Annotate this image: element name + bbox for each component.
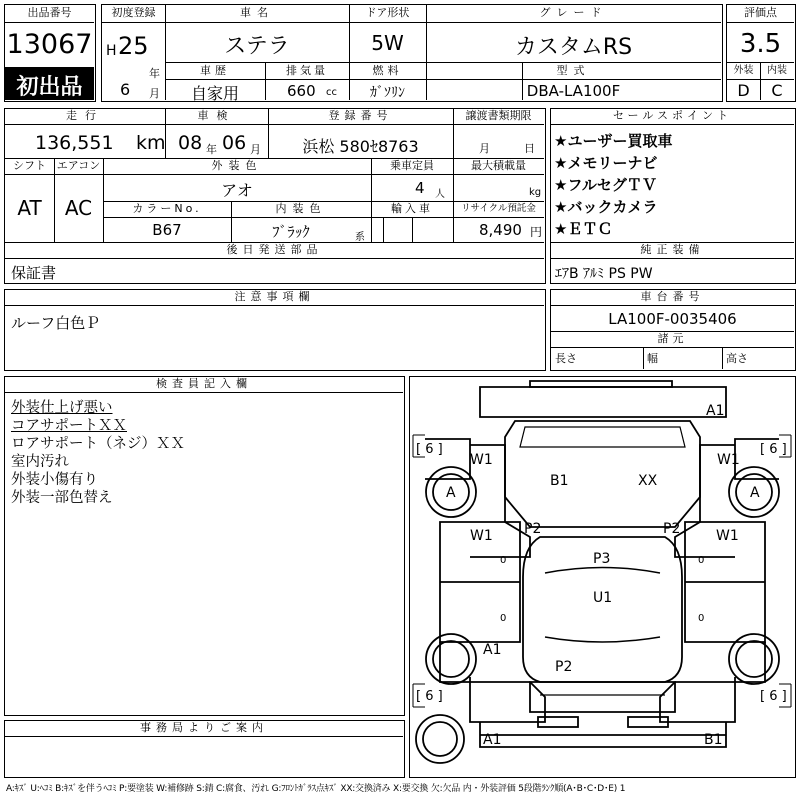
spec-grid bbox=[4, 108, 546, 284]
notes-block bbox=[4, 289, 546, 371]
notes-value: ルーフ白色Ｐ bbox=[11, 314, 101, 332]
capacity: 4 bbox=[415, 179, 425, 197]
mark-left-front-door: W1 bbox=[470, 528, 493, 544]
capacity-unit: 人 bbox=[435, 189, 445, 200]
inspector-line-6: 外装一部色替え bbox=[11, 490, 113, 506]
office-block bbox=[4, 720, 405, 778]
sales-point-3: ★フルセグＴＶ bbox=[554, 176, 657, 194]
plate-label: 登録番号 bbox=[328, 109, 393, 122]
mark-roof-rear: U1 bbox=[593, 590, 613, 606]
tire-left-front-label: [ 6 ] bbox=[416, 442, 443, 457]
reg-month: 6 bbox=[120, 80, 131, 99]
chassis-block bbox=[550, 289, 796, 371]
score: 3.5 bbox=[739, 29, 782, 59]
tire-right-rear-label: [ 6 ] bbox=[760, 689, 787, 704]
lot-number: 13067 bbox=[6, 29, 93, 60]
mileage-label: 走行 bbox=[66, 109, 104, 122]
fuel-label: 燃料 bbox=[372, 64, 403, 77]
inspector-line-2: コアサポートＸＸ bbox=[11, 418, 127, 434]
lot-label: 出品番号 bbox=[27, 6, 72, 19]
mark-left-front-fender: W1 bbox=[470, 452, 493, 468]
inspector-block bbox=[4, 376, 405, 716]
grade-label: グレード bbox=[539, 6, 608, 19]
later-parts-value: 保証書 bbox=[11, 264, 57, 282]
displacement: 660 bbox=[287, 82, 316, 100]
tailgate-shape bbox=[530, 682, 675, 712]
mark-front-bumper: A1 bbox=[706, 403, 725, 419]
mark-hood-right: XX bbox=[638, 473, 658, 489]
inspector-line-5: 外装小傷有り bbox=[11, 472, 98, 488]
sales-point-1: ★ユーザー買取車 bbox=[554, 132, 673, 150]
interior-color-label: 内装色 bbox=[275, 202, 327, 215]
lot-block bbox=[4, 4, 96, 102]
year-unit: 年 bbox=[149, 67, 160, 80]
insp-year-unit: 年 bbox=[206, 143, 217, 156]
first-listing-text: 初出品 bbox=[16, 75, 83, 100]
tire-right-front-label: [ 6 ] bbox=[760, 442, 787, 457]
insp-year: 08 bbox=[178, 132, 203, 154]
reg-label: 初度登録 bbox=[111, 6, 156, 19]
grade: カスタムRS bbox=[514, 35, 633, 60]
hood-shape bbox=[505, 421, 700, 527]
inspector-line-1: 外装仕上げ悪い bbox=[11, 400, 113, 416]
load-label: 最大積載量 bbox=[471, 159, 526, 172]
notes-label: 注意事項欄 bbox=[234, 290, 315, 303]
mark-right-front-wheel: A bbox=[750, 485, 760, 501]
reg-year: 25 bbox=[118, 32, 149, 60]
history: 自家用 bbox=[190, 84, 239, 103]
front-bumper-shape bbox=[480, 387, 726, 417]
chassis-number: LA100F-0035406 bbox=[608, 310, 737, 328]
score-label: 評価点 bbox=[744, 6, 777, 19]
door-label: ドア形状 bbox=[365, 6, 410, 19]
mark-right-front-door: W1 bbox=[716, 528, 739, 544]
mark-door-zero-3: 0 bbox=[500, 613, 507, 624]
sales-points-block bbox=[550, 108, 796, 284]
plate: 浜松 580ｾ8763 bbox=[302, 137, 419, 156]
later-parts-label: 後日発送部品 bbox=[226, 243, 323, 256]
score-block bbox=[726, 4, 796, 102]
tire-left-rear-label: [ 6 ] bbox=[416, 689, 443, 704]
mark-left-front-wheel: A bbox=[446, 485, 456, 501]
capacity-label: 乗車定員 bbox=[390, 159, 434, 172]
car-diagram-svg bbox=[410, 377, 794, 776]
mileage-unit: km bbox=[136, 132, 166, 154]
recycle-label: リサイクル預託金 bbox=[461, 203, 536, 214]
sales-point-4: ★バックカメラ bbox=[554, 198, 658, 216]
header-grid bbox=[101, 4, 723, 102]
ext-label: 外装 bbox=[733, 65, 754, 76]
load-unit: kg bbox=[529, 187, 542, 198]
length-label: 長さ bbox=[555, 352, 577, 365]
mark-left-pillar: P2 bbox=[524, 521, 542, 537]
mark-door-zero-1: 0 bbox=[500, 555, 507, 566]
recycle-unit: 円 bbox=[530, 225, 543, 239]
car-diagram bbox=[409, 376, 796, 778]
inspection-label: 車検 bbox=[197, 109, 236, 122]
import-label: 輸入車 bbox=[391, 202, 433, 215]
mark-tailgate: P2 bbox=[555, 659, 573, 675]
height-label: 高さ bbox=[726, 352, 748, 365]
history-label: 車歴 bbox=[200, 64, 230, 77]
legend: A:ｷｽﾞ U:ﾍｺﾐ B:ｷｽﾞを伴うﾍｺﾐ P:要塗装 W:補修跡 S:錆 C:腐食、汚れ G:ﾌﾛﾝﾄｶﾞﾗｽ点ｷｽﾞ XX:交換済み X:要交換 欠:欠品 内・外装評価 5段階ﾗﾝｸ順(A･B･C･D･E) 1 bbox=[6, 784, 626, 794]
sales-point-5: ★ＥＴＣ bbox=[554, 220, 613, 238]
insp-month: 06 bbox=[222, 132, 247, 154]
transfer-label: 譲渡書類期限 bbox=[465, 109, 532, 122]
mark-door-zero-4: 0 bbox=[698, 613, 705, 624]
genuine-label: 純正装備 bbox=[640, 243, 705, 256]
mark-roof: P3 bbox=[593, 551, 611, 567]
rear-bumper-shape bbox=[480, 722, 726, 747]
mark-rear-bumper-left: A1 bbox=[483, 732, 502, 748]
mark-rear-bumper-right: B1 bbox=[704, 732, 723, 748]
int-grade: C bbox=[771, 81, 783, 100]
displacement-label: 排気量 bbox=[286, 64, 328, 77]
displacement-unit: cc bbox=[326, 87, 337, 98]
dimensions-label: 諸元 bbox=[657, 332, 688, 345]
sales-point-2: ★メモリーナビ bbox=[554, 154, 658, 172]
genuine-value: ｴｱB ｱﾙﾐ PS PW bbox=[555, 266, 653, 282]
transfer-month-unit: 月 bbox=[479, 142, 490, 155]
ac-label: エアコン bbox=[56, 159, 101, 172]
mark-left-rear-fender: A1 bbox=[483, 642, 502, 658]
insp-month-unit: 月 bbox=[250, 143, 261, 156]
int-label: 内装 bbox=[767, 65, 787, 76]
inspector-line-4: 室内汚れ bbox=[11, 454, 69, 470]
chassis-label: 車台番号 bbox=[640, 290, 705, 303]
color-label: 外装色 bbox=[211, 159, 263, 172]
mark-right-pillar: P2 bbox=[663, 521, 681, 537]
interior-color: ﾌﾞﾗｯｸ bbox=[272, 223, 310, 241]
interior-color-unit: 系 bbox=[355, 232, 365, 243]
shift-label: シフト bbox=[13, 159, 46, 172]
mileage: 136,551 bbox=[35, 132, 114, 154]
office-label: 事務局よりご案内 bbox=[140, 721, 268, 734]
name-label: 車名 bbox=[240, 6, 274, 19]
color-no: B67 bbox=[152, 221, 182, 239]
car-name: ステラ bbox=[224, 34, 290, 59]
shift: AT bbox=[17, 196, 42, 220]
month-unit: 月 bbox=[149, 87, 160, 100]
color-no-label: カラーNo. bbox=[132, 202, 202, 215]
model-label: 型式 bbox=[556, 64, 591, 77]
inspector-label: 検査員記入欄 bbox=[156, 377, 252, 390]
door-type: 5W bbox=[371, 31, 404, 55]
sales-points-label: セールスポイント bbox=[612, 109, 732, 122]
era: H bbox=[106, 43, 117, 59]
ac: AC bbox=[64, 196, 93, 220]
mark-right-front-fender: W1 bbox=[717, 452, 740, 468]
color: アオ bbox=[221, 181, 253, 200]
model: DBA-LA100F bbox=[526, 82, 621, 100]
inspector-line-3: ロアサポート（ネジ）ＸＸ bbox=[11, 436, 185, 452]
width-label: 幅 bbox=[647, 352, 658, 365]
transfer-day-unit: 日 bbox=[524, 142, 535, 155]
fuel: ｶﾞｿﾘﾝ bbox=[370, 85, 405, 101]
ext-grade: D bbox=[737, 81, 750, 100]
mark-hood-left: B1 bbox=[550, 473, 569, 489]
recycle: 8,490 bbox=[479, 221, 522, 239]
first-listing-badge bbox=[5, 67, 94, 100]
mark-door-zero-2: 0 bbox=[698, 555, 705, 566]
